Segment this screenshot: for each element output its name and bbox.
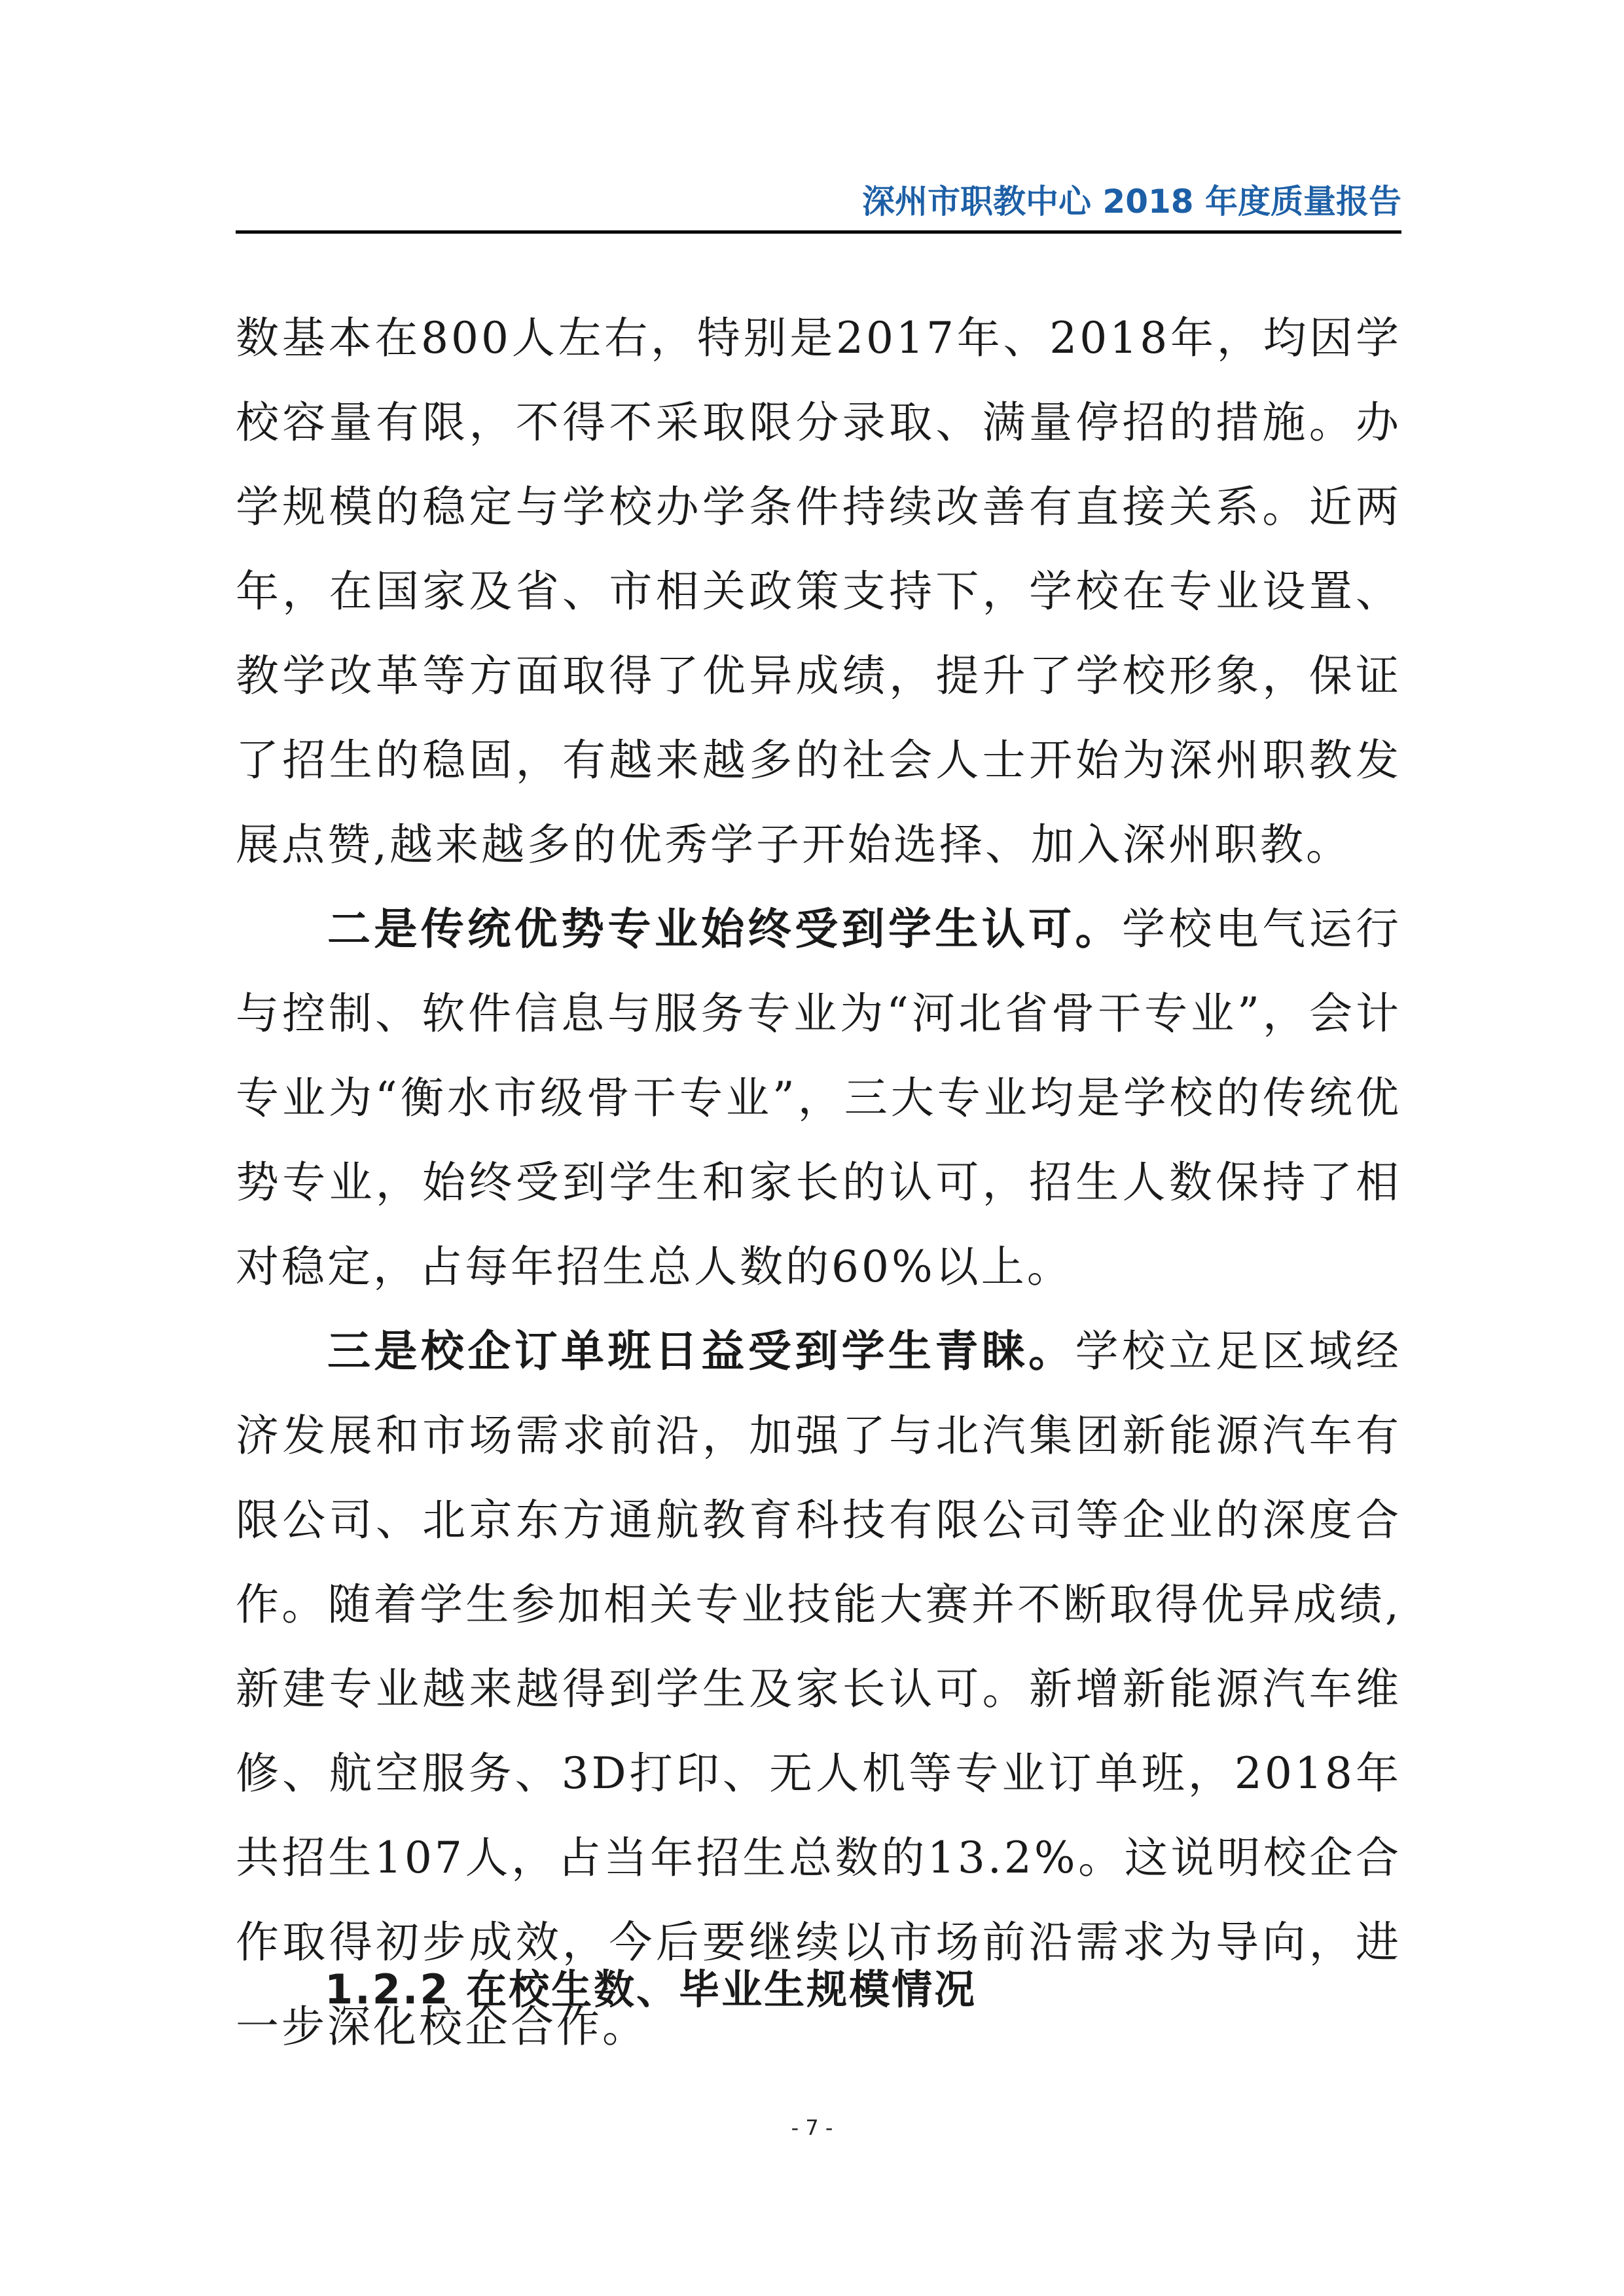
paragraph-enrollment-scale: 数基本在800人左右，特别是2017年、2018年，均因学校容量有限，不得不采取限分录取、满量停招的措施。办学规模的稳定与学校办学条件持续改善有直接关系。近两年，在国家及省、市相关政策支持下，学校在专业设置、教学改革等方面取得了优异成绩，提升了学校形象，保证了招生的稳固，有越来越多的社会人士开始为深州职教发展点赞,越来越多的优秀学子开始选择、加入深州职教。 — [236, 313, 1401, 870]
page-number: - 7 - — [791, 2115, 833, 2140]
header-divider — [236, 230, 1401, 234]
report-body — [236, 296, 1401, 2069]
paragraph-lead-order-classes: 三是校企订单班日益受到学生青睐。 — [327, 1325, 1075, 1376]
paragraph-text-order-classes: 学校立足区域经济发展和市场需求前沿，加强了与北汽集团新能源汽车有限公司、北京东方通航教育科技有限公司等企业的深度合作。随着学生参加相关专业技能大赛并不断取得优异成绩,新建专业越来越得到学生及家长认可。新增新能源汽车维修、航空服务、3D打印、无人机等专业订单班，2018年共招生107人，占当年招生总数的13.2%。这说明校企合作取得初步成效，今后要继续以市场前沿需求为导向，进一步深化校企合作。 — [236, 1326, 1402, 2052]
paragraph-lead-traditional-majors: 二是传统优势专业始终受到学生认可。 — [327, 903, 1122, 954]
paragraph-text-traditional-majors: 学校电气运行与控制、软件信息与服务专业为“河北省骨干专业”，会计专业为“衡水市级骨干专业”，三大专业均是学校的传统优势专业，始终受到学生和家长的认可，招生人数保持了相对稳定，占每年招生总人数的60%以上。 — [236, 904, 1402, 1292]
header-title: 深州市职教中心 2018 年度质量报告 — [862, 183, 1401, 221]
paragraph-traditional-majors — [236, 887, 1401, 1309]
section-heading: 1.2.2 在校生数、毕业生规模情况 — [325, 1965, 977, 2013]
paragraph-order-classes — [236, 1309, 1401, 2069]
